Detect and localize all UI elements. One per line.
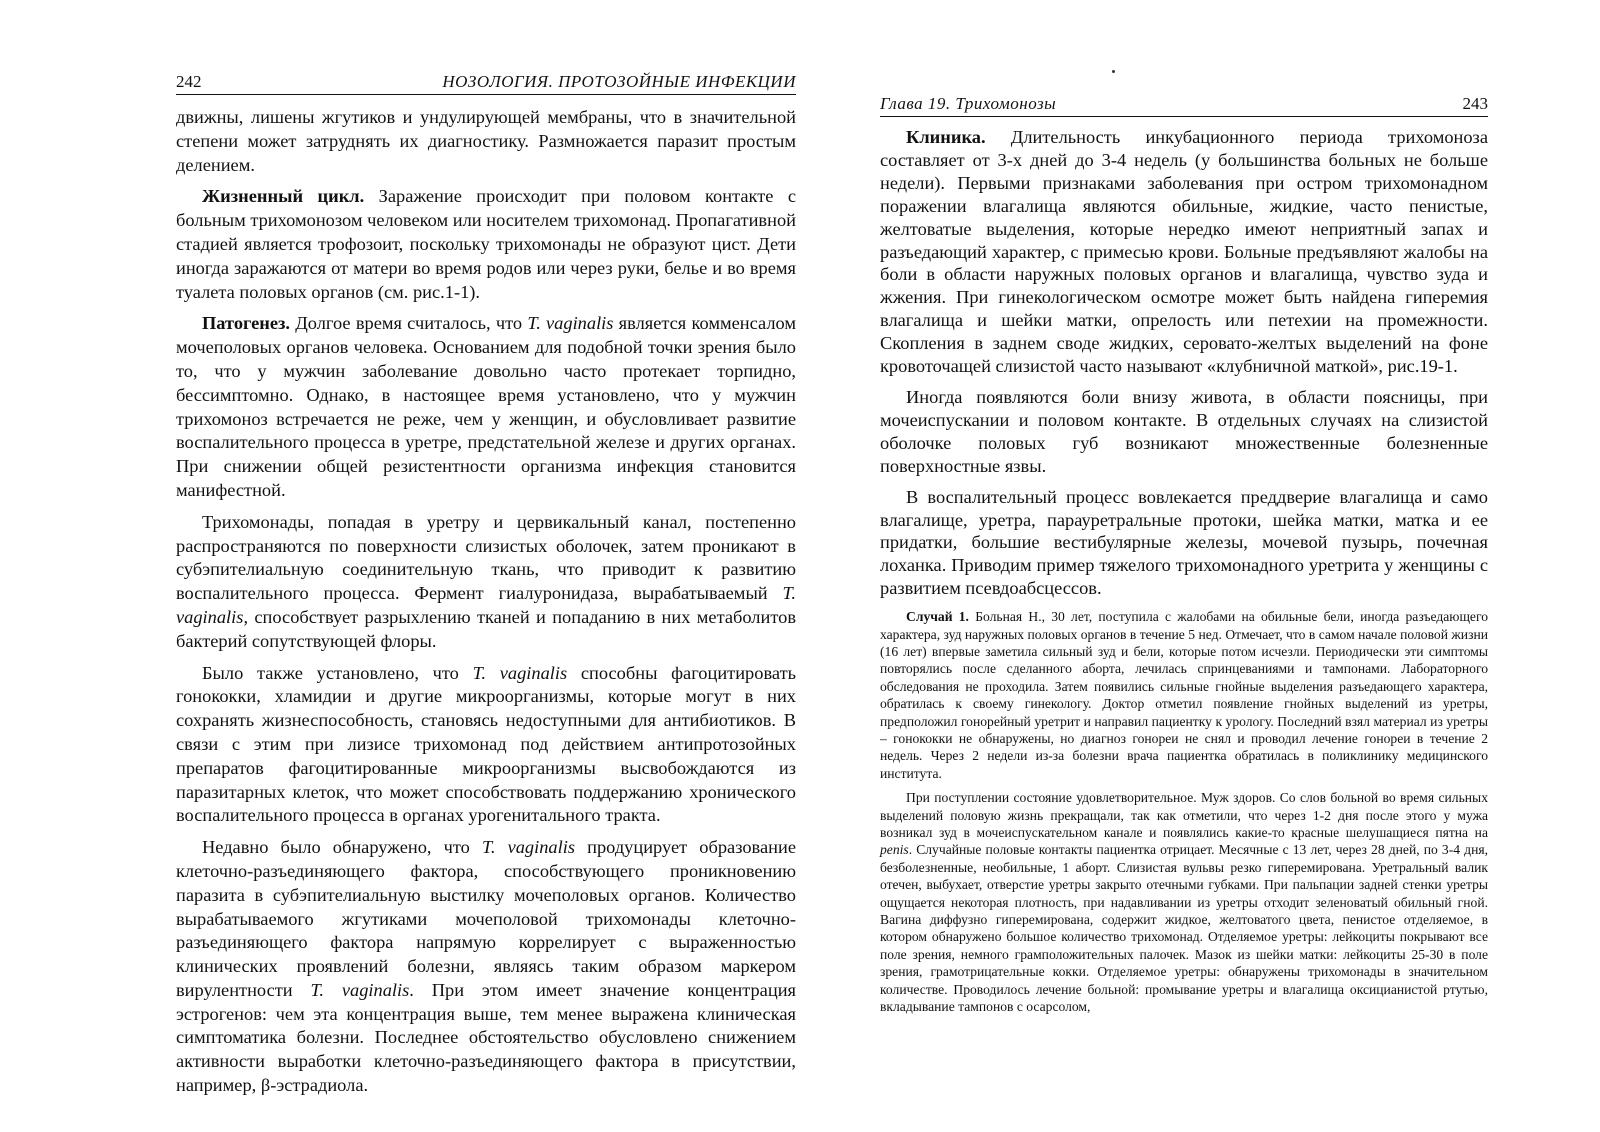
paragraph-text: Трихомонады, попадая в уретру и цервикальный канал, постепенно распространяются по поверхности слизистых оболочек, затем проникают в субэпителиальную соединительную ткань, что приводит к развитию воспалительного процесса. Фермент гиалуронидаза, вырабатываемый xyxy=(176,511,796,604)
case-admission xyxy=(880,789,1488,1015)
left-page-header xyxy=(176,72,796,95)
latin-term: penis xyxy=(880,842,909,858)
paragraph-continuation: движны, лишены жгутиков и ундулирующей мембраны, что в значительной степени может затруднять их диагностику. Размножается паразит простым делением. xyxy=(176,107,796,175)
paragraph-text: При поступлении состояние удовлетворительное. Муж здоров. Со слов больной во время сильных выделений половую жизнь прекращали, так как отметили, что через 1-2 дня после этого у мужа возникал зуд в мочеиспускательном канале и появлялись какие-то красные шелушащиеся пятна на xyxy=(880,790,1488,840)
lead-in-life-cycle: Жизненный цикл. xyxy=(202,186,365,207)
paragraph-text: Длительность инкубационного периода трихомоноза составляет от 3-х дней до 3-4 недель (у большинства больных не больше недели). Первыми признаками заболевания при остром трихомонадном поражении влагалища являются обильные, жидкие, часто пенистые, желтоватые выделения, которые нередко имеют неприятный запах и разъедающий характер, с примесью крови. Больные предъявляют жалобы на боли в области наружных половых органов и влагалища, чувство зуда и жжения. При гинекологическом осмотре может быть найдена гиперемия влагалища и шейки матки, опрелость или петехии на промежности. Скопления в заднем своде жидких, серовато-желтых выделений на фоне кровоточащей слизистой часто называют «клубничной маткой», рис.19-1. xyxy=(880,127,1488,377)
right-page xyxy=(800,0,1600,1132)
paragraph-text: продуцирует образование клеточно-разъединяющего фактора, способствующего проникновению паразита в субэпителиальную выстилку мочеполовых органов. Количество вырабатываемого жгутиками мочеполовой трихомонады клеточно-разъединяющего фактора напрямую коррелирует с выраженностью клинических проявлений болезни, являясь таким образом маркером вирулентности xyxy=(176,837,796,1000)
case-report xyxy=(880,608,1488,782)
paragraph-life-cycle xyxy=(176,185,796,304)
paragraph-text: Недавно было обнаружено, что xyxy=(202,837,482,858)
paragraph-text: способны фагоцитировать гонококки, хламидии и другие микроорганизмы, которые могут в них сохранять жизнеспособность, становясь недоступными для антибиотиков. В связи с этим при лизисе трихомонад под действием антипротозойных препаратов фагоцитированные микроорганизмы высвобождаются из паразитарных клеток, что может способствовать поддержанию хронического воспалительного процесса в органах урогенитального тракта. xyxy=(176,662,796,826)
paragraph-clinic xyxy=(880,126,1488,378)
paragraph-phagocytosis xyxy=(176,662,796,829)
paragraph-detaching-factor xyxy=(176,836,796,1098)
paragraph-pain: Иногда появляются боли внизу живота, в области поясницы, при мочеиспускании и половом контакте. В отдельных случаях на слизистой оболочке половых губ возникают множественные болезненные поверхностные язвы. xyxy=(880,386,1488,476)
paragraph-text: Было также установлено, что xyxy=(202,662,473,683)
species-name: T. vaginalis xyxy=(481,837,575,858)
species-name: T. vaginalis xyxy=(176,583,796,627)
paragraph-pathogenesis xyxy=(176,312,796,502)
lead-in-pathogenesis: Патогенез. xyxy=(202,313,291,334)
right-page-body xyxy=(880,126,1488,1022)
page-number: 243 xyxy=(1462,94,1488,113)
page-number: 242 xyxy=(176,72,202,91)
running-head: Глава 19. Трихомонозы xyxy=(880,94,1057,113)
paragraph-text: . При этом имеет значение концентрация эстрогенов: чем эта концентрация выше, тем менее выражена клиническая симптоматика болезни. Последнее обстоятельство обусловлено снижением активности выработки клеточно-разъединяющего фактора в присутствии, например, β-эстрадиола. xyxy=(176,979,796,1096)
paragraph-text: Больная Н., 30 лет, поступила с жалобами на обильные бели, иногда разъедающего характера, зуд наружных половых органов в течение 5 нед. Отмечает, что в самом начале половой жизни (16 лет) впервые заметила сильный зуд и бели, которые потом исчезли. Периодически эти симптомы повторялись после сделанного аборта, лечилась спринцеваниями и тампонами. Лабораторного обследования не проходила. Затем появились сильные гнойные выделения разъедающего характера, обратилась к своему гинекологу. Доктор отметил появление гнойных выделений из уретры, предположил гонорейный уретрит и направил пациентку к урологу. Последний взял материал из уретры – гонококки не обнаружены, но диагноз гонореи не снял и проводил лечение гонореи в течение 2 недель. Через 2 недели из-за болезни врача пациентка обратилась в поликлинику медицинского института. xyxy=(880,609,1488,781)
right-page-header xyxy=(880,94,1488,117)
lead-in-clinic: Клиника. xyxy=(906,127,986,147)
paragraph-text: . Случайные половые контакты пациентка отрицает. Месячные с 13 лет, через 28 дней, по 3-4 дня, безболезненные, необильные, 1 аборт. Слизистая вульвы резко гиперемирована. Уретральный валик отечен, выбухает, отверстие уретры закрыто отечными губками. При пальпации задней стенки уретры ощущается некоторая плотность, при надавливании из уретры отходит зеленоватый обильный гной. Вагина диффузно гиперемирована, содержит жидкое, желтоватого цвета, пенистое отделяемое, в котором обнаружено большое количество трихомонад. Отделяемое уретры: лейкоциты покрывают все поле зрения, немного грамположительных палочек. Мазок из шейки матки: лейкоциты 25-30 в поле зрения, грамотрицательные кокки. Отделяемое уретры: обнаружены трихомонады в значительном количестве. Проводилось лечение больной: промывание уретры и влагалища оксицианистой ртутью, вкладывание тампонов с осарсолом, xyxy=(880,842,1488,1015)
running-head: НОЗОЛОГИЯ. ПРОТОЗОЙНЫЕ ИНФЕКЦИИ xyxy=(442,72,796,91)
lead-in-case: Случай 1. xyxy=(906,609,969,625)
species-name: T. vaginalis xyxy=(472,662,568,683)
left-page-body xyxy=(176,106,796,1106)
paragraph-text: , способствует разрыхлению тканей и попаданию в них метаболитов бактерий сопутствующей флоры. xyxy=(176,606,796,651)
paragraph-inflammation: В воспалительный процесс вовлекается преддверие влагалища и само влагалище, уретра, парауретральные протоки, шейка матки, матка и ее придатки, большие вестибулярные железы, мочевой пузырь, почечная лоханка. Приводим пример тяжелого трихомонадного уретрита у женщины с развитием псевдоабсцессов. xyxy=(880,486,1488,599)
paragraph-spread xyxy=(176,511,796,654)
paragraph-text: Заражение происходит при половом контакте с больным трихомонозом человеком или носителем трихомонад. Пропагативной стадией является трофозоит, поскольку трихомонады не образуют цист. Дети иногда заражаются от матери во время родов или через руки, белье и во время туалета половых органов (см. рис.1-1). xyxy=(176,186,796,302)
paragraph-text: является комменсалом мочеполовых органов человека. Основанием для подобной точки зрения было то, что у мужчин заболевание довольно часто протекает торпидно, бессимптомно. Однако, в настоящее время установлено, что у мужчин трихомоноз встречается не реже, чем у женщин, и обусловливает развитие воспалительного процесса в уретре, предстательной железе и других органах. При снижении общей резистентности организма инфекция становится манифестной. xyxy=(176,313,796,500)
species-name: T. vaginalis xyxy=(310,979,410,1000)
species-name: T. vaginalis xyxy=(527,313,614,334)
paragraph-text: Долгое время считалось, что xyxy=(290,313,528,334)
